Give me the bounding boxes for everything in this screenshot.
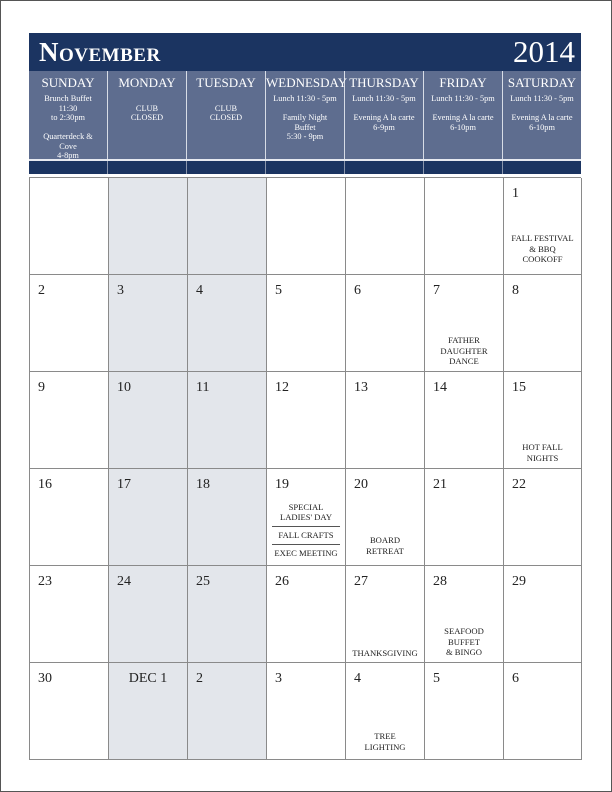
- day-cell: [30, 469, 109, 566]
- weekday-header-row: [29, 71, 581, 159]
- day-cell: [346, 178, 425, 275]
- day-number: 1: [512, 186, 519, 201]
- day-cell: [267, 566, 346, 663]
- day-number: 16: [38, 477, 52, 492]
- day-number: 10: [117, 380, 131, 395]
- day-number: 4: [354, 671, 361, 686]
- day-number: 15: [512, 380, 526, 395]
- day-number: 5: [275, 283, 282, 298]
- day-cell: [188, 566, 267, 663]
- weekday-name: SATURDAY: [507, 75, 577, 90]
- day-cell: [109, 372, 188, 469]
- weekday-hours: Lunch 11:30 - 5pm Family Night Buffet 5:30 - 9pm: [273, 94, 337, 141]
- calendar: [29, 33, 581, 760]
- weekday-hours: CLUB CLOSED: [209, 103, 243, 122]
- day-number: 4: [196, 283, 203, 298]
- day-cell: [267, 469, 346, 566]
- day-cell: [504, 372, 582, 469]
- day-cell: [346, 372, 425, 469]
- day-number: 12: [275, 380, 289, 395]
- day-number: 27: [354, 574, 368, 589]
- title-bar: [29, 33, 581, 71]
- day-cell: [346, 566, 425, 663]
- day-number: 29: [512, 574, 526, 589]
- weekday-hours: Lunch 11:30 - 5pm Evening A la carte 6-10pm: [510, 94, 574, 132]
- weekday-name: WEDNESDAY: [266, 75, 348, 90]
- weekday-hours: CLUB CLOSED: [130, 103, 164, 122]
- day-number: 24: [117, 574, 131, 589]
- day-number: 14: [433, 380, 447, 395]
- day-cell: [504, 469, 582, 566]
- day-number: 6: [512, 671, 519, 686]
- day-number: 3: [117, 283, 124, 298]
- event-label: FATHER DAUGHTER DANCE: [440, 335, 488, 366]
- day-cell: [30, 275, 109, 372]
- day-cell: [188, 469, 267, 566]
- day-cell: [346, 663, 425, 760]
- day-number: 3: [275, 671, 282, 686]
- day-number: 28: [433, 574, 447, 589]
- day-cell: [109, 566, 188, 663]
- day-number: 20: [354, 477, 368, 492]
- weekday-header-thursday: [345, 71, 424, 159]
- day-cell: [109, 275, 188, 372]
- day-cell: [346, 275, 425, 372]
- day-cell: [30, 663, 109, 760]
- event-list: [272, 501, 340, 560]
- day-cell: [504, 566, 582, 663]
- event-label: THANKSGIVING: [352, 648, 418, 658]
- day-number: 22: [512, 477, 526, 492]
- day-cell: [504, 178, 582, 275]
- weekday-header-saturday: [503, 71, 581, 159]
- day-cell: [109, 663, 188, 760]
- day-cell: [188, 275, 267, 372]
- day-cell: [109, 469, 188, 566]
- weekday-header-monday: [108, 71, 187, 159]
- day-cell: [346, 469, 425, 566]
- day-number: DEC 1: [128, 671, 168, 686]
- year-title: 2014: [513, 34, 575, 69]
- day-cell: [188, 372, 267, 469]
- day-number: 17: [117, 477, 131, 492]
- weekday-name: TUESDAY: [196, 75, 256, 90]
- day-number: 8: [512, 283, 519, 298]
- header-stripe: [29, 159, 581, 174]
- day-cell: [425, 469, 504, 566]
- day-number: 25: [196, 574, 210, 589]
- event-label: FALL FESTIVAL & BBQ COOKOFF: [511, 233, 574, 264]
- day-cell: [504, 275, 582, 372]
- day-cell: [30, 372, 109, 469]
- month-title: November: [39, 37, 161, 67]
- weekday-header-wednesday: [266, 71, 348, 159]
- day-number: 2: [38, 283, 45, 298]
- weekday-name: THURSDAY: [349, 75, 419, 90]
- calendar-grid: [29, 177, 581, 760]
- day-cell: [267, 178, 346, 275]
- day-number: 23: [38, 574, 52, 589]
- day-cell: [504, 663, 582, 760]
- day-cell: [109, 178, 188, 275]
- event-label: SPECIAL LADIES' DAY: [279, 502, 333, 522]
- weekday-name: MONDAY: [118, 75, 176, 90]
- weekday-name: FRIDAY: [439, 75, 487, 90]
- event-label: SEAFOOD BUFFET & BINGO: [444, 626, 484, 657]
- day-number: 9: [38, 380, 45, 395]
- weekday-name: SUNDAY: [41, 75, 95, 90]
- day-cell: [425, 663, 504, 760]
- day-number: 6: [354, 283, 361, 298]
- weekday-header-sunday: [29, 71, 108, 159]
- day-number: 11: [196, 380, 210, 395]
- day-cell: [267, 663, 346, 760]
- event-label: EXEC MEETING: [272, 544, 340, 560]
- event-label: BOARD RETREAT: [366, 535, 404, 556]
- weekday-hours: Lunch 11:30 - 5pm Evening A la carte 6-10pm: [431, 94, 495, 132]
- day-number: 7: [433, 283, 440, 298]
- day-cell: [425, 566, 504, 663]
- event-label: FALL CRAFTS: [272, 526, 340, 542]
- day-cell: [30, 566, 109, 663]
- day-cell: [30, 178, 109, 275]
- day-cell: [188, 178, 267, 275]
- weekday-header-tuesday: [187, 71, 266, 159]
- weekday-hours: Lunch 11:30 - 5pm Evening A la carte 6-9pm: [352, 94, 416, 132]
- weekday-header-friday: [424, 71, 503, 159]
- event-label: HOT FALL NIGHTS: [522, 442, 563, 463]
- weekday-hours: Brunch Buffet 11:30 to 2:30pm Quarterdeck & Cove 4-8pm: [43, 94, 93, 160]
- event-label: TREE LIGHTING: [364, 731, 406, 752]
- day-number: 19: [275, 477, 289, 492]
- day-number: 30: [38, 671, 52, 686]
- day-cell: [267, 275, 346, 372]
- day-number: 26: [275, 574, 289, 589]
- day-cell: [267, 372, 346, 469]
- day-number: 21: [433, 477, 447, 492]
- day-cell: [188, 663, 267, 760]
- day-number: 5: [433, 671, 440, 686]
- day-number: 18: [196, 477, 210, 492]
- day-cell: [425, 275, 504, 372]
- day-number: 2: [196, 671, 203, 686]
- day-number: 13: [354, 380, 368, 395]
- day-cell: [425, 372, 504, 469]
- day-cell: [425, 178, 504, 275]
